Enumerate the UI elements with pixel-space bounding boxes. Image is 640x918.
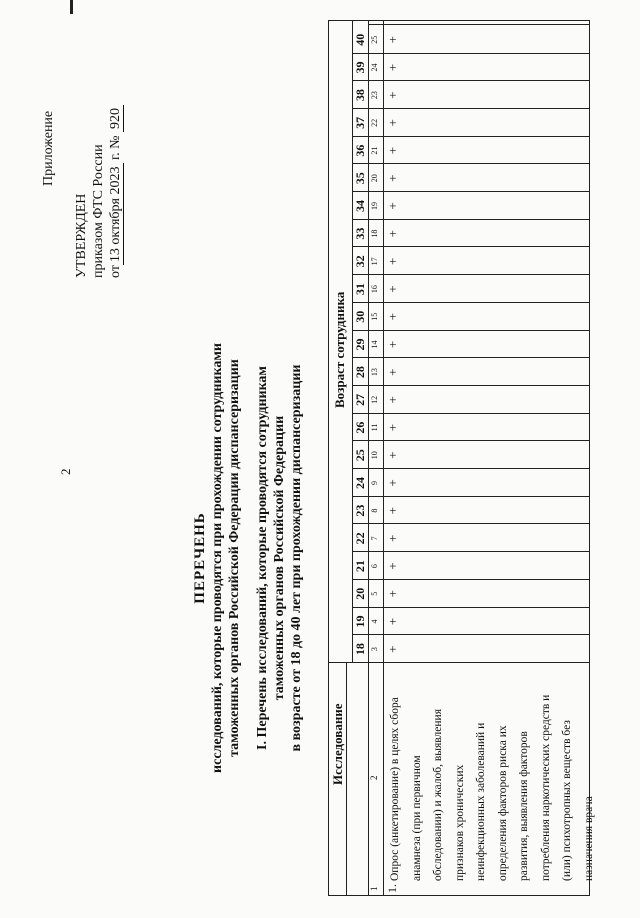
age-header: 24 bbox=[353, 476, 367, 489]
age-header: 26 bbox=[353, 421, 367, 434]
section-title-line: таможенных органов Российской Федерации bbox=[272, 415, 287, 701]
row-description-line: развития, выявления факторов bbox=[518, 731, 530, 881]
row-description-line: назначения врача bbox=[582, 796, 595, 881]
plus-mark: + bbox=[385, 229, 400, 238]
table-rule bbox=[352, 496, 589, 497]
subtitle-line: таможенных органов Российской Федерации диспансеризации bbox=[227, 359, 242, 757]
column-number: 16 bbox=[370, 285, 379, 294]
row-description-line: потребления наркотических средств и bbox=[539, 694, 552, 881]
table-rule bbox=[352, 80, 589, 81]
table-rule bbox=[352, 524, 589, 525]
plus-mark: + bbox=[385, 91, 400, 99]
column-number: 17 bbox=[370, 257, 379, 266]
table-rule bbox=[383, 21, 384, 895]
plus-mark: + bbox=[385, 285, 400, 293]
age-header: 23 bbox=[353, 504, 367, 517]
table-rule bbox=[352, 302, 589, 303]
row-description-line: обследовании) и жалоб, выявления bbox=[432, 709, 444, 881]
table-rule bbox=[352, 219, 589, 220]
plus-mark: + bbox=[385, 645, 400, 653]
table-rule bbox=[352, 330, 589, 331]
age-header: 36 bbox=[353, 144, 367, 157]
column-number: 24 bbox=[370, 63, 379, 72]
table-rule bbox=[352, 136, 589, 137]
age-header: 18 bbox=[353, 643, 367, 656]
column-number: 6 bbox=[370, 564, 379, 569]
age-header: 27 bbox=[353, 393, 367, 406]
row-description-line: неинфекционных заболеваний и bbox=[475, 722, 487, 881]
row-description-line: анамнеза (при первичном bbox=[410, 755, 423, 881]
column-number: 19 bbox=[370, 201, 379, 210]
age-header: 21 bbox=[353, 560, 367, 573]
appendix-label: Приложение bbox=[41, 110, 56, 186]
plus-mark: + bbox=[385, 174, 400, 182]
order-date-line bbox=[107, 18, 124, 278]
document-title: ПЕРЕЧЕНЬ bbox=[192, 512, 208, 604]
column-number: 14 bbox=[370, 340, 379, 349]
table-rule bbox=[352, 108, 589, 109]
date-prefix: от bbox=[108, 265, 123, 278]
table-rule bbox=[352, 413, 589, 414]
row-description-line: определения факторов риска их bbox=[496, 725, 509, 881]
order-date: 13 октября 2023 bbox=[108, 164, 124, 266]
order-number: 920 bbox=[108, 105, 124, 132]
column-number: 15 bbox=[370, 312, 379, 321]
age-header: 31 bbox=[353, 283, 367, 296]
column-number: 1 bbox=[369, 886, 379, 891]
column-number: 23 bbox=[370, 91, 379, 100]
column-number: 2 bbox=[369, 775, 379, 780]
row-description-line: (или) психотропных веществ без bbox=[561, 720, 573, 881]
order-line: приказом ФТС России bbox=[91, 144, 106, 278]
plus-mark: + bbox=[385, 479, 400, 487]
plus-mark: + bbox=[385, 451, 400, 459]
plus-mark: + bbox=[385, 146, 400, 155]
age-header: 33 bbox=[353, 227, 367, 240]
plus-mark: + bbox=[385, 423, 400, 432]
age-header: 28 bbox=[353, 366, 367, 379]
table-rule bbox=[352, 191, 589, 192]
column-number: 25 bbox=[370, 35, 379, 44]
table-rule bbox=[352, 607, 589, 608]
table-rule bbox=[352, 468, 589, 469]
plus-mark: + bbox=[385, 340, 400, 349]
age-header: 39 bbox=[353, 61, 367, 74]
approved-label: УТВЕРЖДЕН bbox=[74, 193, 89, 278]
table-rule bbox=[352, 440, 589, 441]
row-number: 1. bbox=[385, 884, 399, 893]
row-description-line: Опрос (анкетирование) в целях сбора bbox=[389, 697, 401, 881]
subtitle-line: исследований, которые проводятся при прохождении сотрудниками bbox=[210, 343, 225, 773]
column-number: 18 bbox=[370, 229, 379, 238]
plus-mark: + bbox=[385, 368, 400, 376]
plus-mark: + bbox=[385, 534, 400, 543]
section-title-line: в возрасте от 18 до 40 лет при прохождении диспансеризации bbox=[289, 364, 304, 752]
age-header: 29 bbox=[353, 338, 367, 351]
table-rule bbox=[352, 579, 589, 580]
table-rule bbox=[346, 663, 347, 895]
column-number: 11 bbox=[370, 423, 379, 432]
number-sign: № bbox=[108, 135, 123, 149]
section-title bbox=[254, 298, 305, 818]
plus-mark: + bbox=[385, 590, 400, 598]
column-number: 9 bbox=[370, 480, 379, 485]
column-number: 13 bbox=[370, 368, 379, 377]
table-rule bbox=[352, 634, 589, 635]
table-rule bbox=[352, 53, 589, 54]
age-header: 40 bbox=[353, 33, 367, 46]
age-header: 19 bbox=[353, 615, 367, 628]
table-rule bbox=[329, 662, 589, 663]
column-number: 12 bbox=[370, 395, 379, 404]
table-rule bbox=[352, 357, 589, 358]
page-number: 2 bbox=[58, 468, 73, 475]
column-number: 10 bbox=[370, 451, 379, 460]
age-header: 38 bbox=[353, 89, 367, 102]
column-number: 5 bbox=[370, 591, 379, 596]
header-age: Возраст сотрудника bbox=[332, 291, 347, 408]
plus-mark: + bbox=[385, 63, 400, 72]
age-header: 30 bbox=[353, 310, 367, 323]
section-title-line: I. Перечень исследований, которые проводятся сотрудникам bbox=[255, 366, 270, 750]
age-header: 22 bbox=[353, 532, 367, 545]
examinations-table bbox=[328, 20, 595, 896]
row-description-line: признаков хронических bbox=[453, 764, 466, 881]
column-number: 20 bbox=[370, 174, 379, 183]
plus-mark: + bbox=[385, 617, 400, 626]
table-rule bbox=[368, 24, 589, 25]
age-header: 37 bbox=[353, 116, 367, 129]
column-number: 22 bbox=[370, 118, 379, 127]
table-rule bbox=[368, 21, 369, 895]
header-investigation: Исследование bbox=[330, 703, 345, 785]
table-rule bbox=[352, 274, 589, 275]
age-header: 32 bbox=[353, 255, 367, 268]
document-subtitle bbox=[209, 298, 243, 818]
plus-mark: + bbox=[385, 36, 400, 44]
column-number: 3 bbox=[370, 647, 379, 652]
age-header: 34 bbox=[353, 199, 367, 212]
plus-mark: + bbox=[385, 396, 400, 404]
table-rule bbox=[352, 385, 589, 386]
plus-mark: + bbox=[385, 202, 400, 210]
column-number: 4 bbox=[370, 619, 379, 624]
plus-mark: + bbox=[385, 119, 400, 127]
table-rule bbox=[352, 247, 589, 248]
table-rule bbox=[352, 163, 589, 164]
plus-mark: + bbox=[385, 313, 400, 321]
column-number: 8 bbox=[370, 508, 379, 513]
plus-mark: + bbox=[385, 562, 400, 570]
plus-mark: + bbox=[385, 257, 400, 266]
column-number: 7 bbox=[370, 536, 379, 541]
column-number: 21 bbox=[370, 146, 379, 155]
age-header: 20 bbox=[353, 587, 367, 600]
year-suffix: г. bbox=[108, 152, 123, 160]
row-description bbox=[385, 666, 600, 881]
age-header: 25 bbox=[353, 449, 367, 462]
table-rule bbox=[352, 551, 589, 552]
plus-mark: + bbox=[385, 506, 400, 515]
age-header: 35 bbox=[353, 172, 367, 185]
approval-block bbox=[40, 18, 124, 278]
